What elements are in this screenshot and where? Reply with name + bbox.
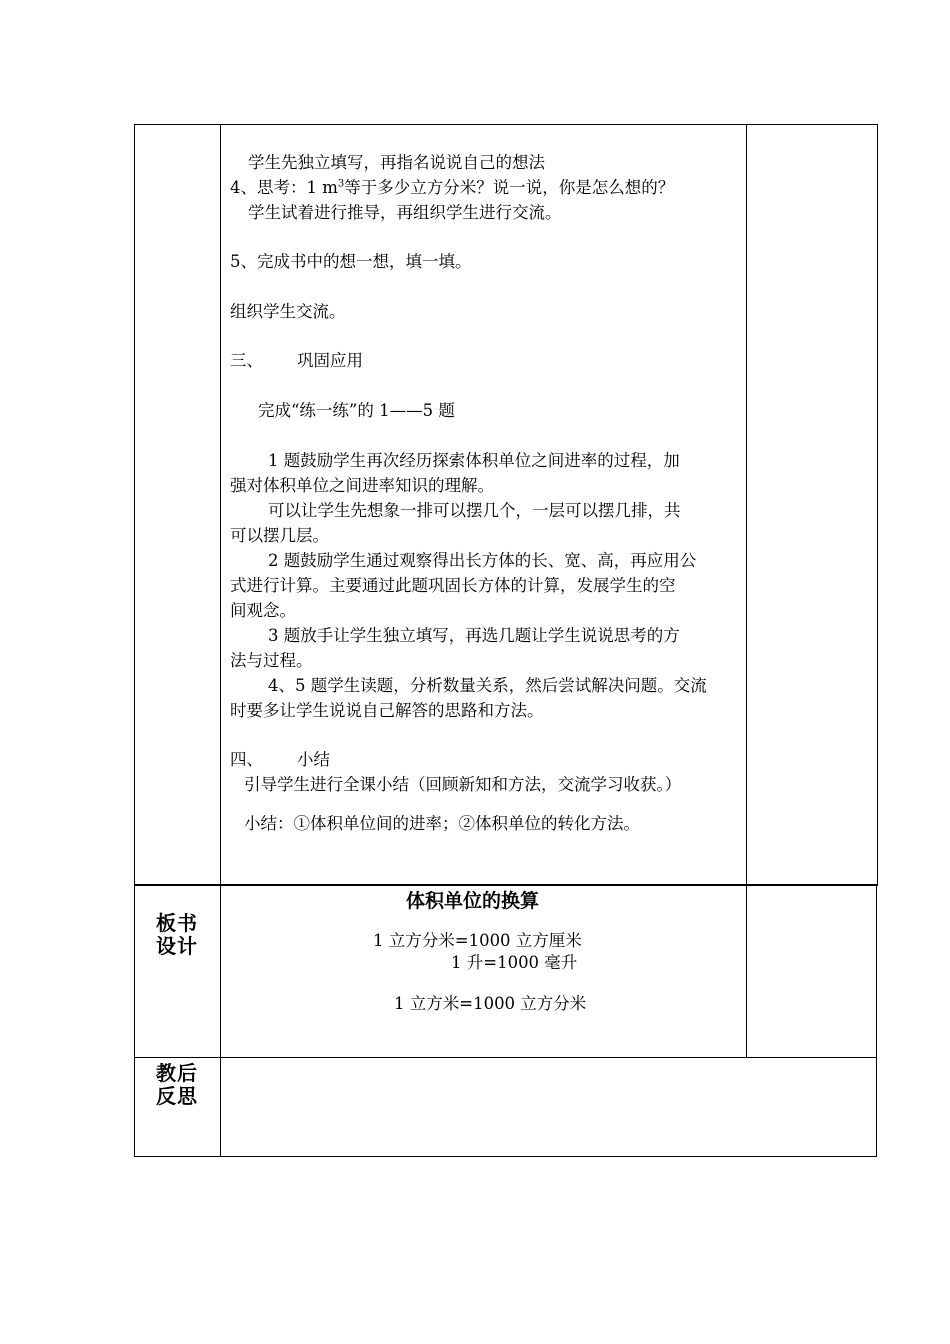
content-line: 小结：①体积单位间的进率；②体积单位的转化方法。	[244, 814, 640, 833]
content-line: 学生先独立填写，再指名说说自己的想法	[248, 153, 545, 172]
section-title: 巩固应用	[297, 351, 363, 370]
content-line: 可以让学生先想象一排可以摆几个，一层可以摆几排，共	[268, 501, 681, 520]
section-title: 小结	[297, 750, 330, 769]
section-number: 三、	[230, 351, 263, 370]
content-line: 组织学生交流。	[230, 302, 346, 321]
board-line: 1 立方米=1000 立方分米	[394, 994, 587, 1013]
content-line: 法与过程。	[230, 651, 313, 670]
content-line: 5、完成书中的想一想，填一填。	[230, 252, 472, 271]
superscript: 3	[337, 178, 345, 190]
content-line: 学生试着进行推导，再组织学生进行交流。	[248, 203, 562, 222]
content-text: 等于多少立方分米？说一说，你是怎么想的？	[344, 178, 675, 197]
section-number: 四、	[230, 750, 263, 769]
board-label	[156, 912, 198, 958]
content-line: 完成“练一练”的 1——5 题	[258, 401, 455, 420]
board-label-line: 设计	[156, 934, 198, 958]
board-line: 1 升=1000 毫升	[451, 953, 578, 972]
content-line: 可以摆几层。	[230, 526, 329, 545]
left-border	[134, 124, 135, 1157]
content-line: 引导学生进行全课小结（回顾新知和方法，交流学习收获。）	[244, 775, 682, 794]
board-label-line: 板书	[156, 911, 198, 935]
content-line: 2 题鼓励学生通过观察得出长方体的长、宽、高，再应用公	[268, 551, 697, 570]
right-border-lower	[876, 886, 877, 1157]
content-line: 式进行计算。主要通过此题巩固长方体的计算，发展学生的空	[230, 576, 676, 595]
row-divider-reflection	[134, 1057, 877, 1058]
content-line: 1 题鼓励学生再次经历探索体积单位之间进率的过程，加	[268, 451, 680, 470]
content-line	[230, 176, 674, 200]
label-column-divider	[220, 124, 221, 1157]
content-line: 间观念。	[230, 601, 296, 620]
board-line: 1 立方分米=1000 立方厘米	[373, 931, 582, 950]
top-border	[134, 124, 878, 125]
board-title: 体积单位的换算	[406, 890, 540, 912]
content-line: 强对体积单位之间进率知识的理解。	[230, 476, 494, 495]
content-line: 3 题放手让学生独立填写，再选几题让学生说说思考的方	[268, 626, 680, 645]
content-line: 时要多让学生说说自己解答的思路和方法。	[230, 701, 544, 720]
reflection-label-line: 教后	[156, 1061, 198, 1085]
right-border-upper	[877, 124, 878, 885]
content-text: 4、思考：1 m	[230, 178, 338, 197]
reflection-label-line: 反思	[156, 1084, 198, 1108]
content-line: 4、5 题学生读题，分析数量关系，然后尝试解决问题。交流	[268, 676, 707, 695]
notes-column-divider-upper	[746, 124, 747, 885]
reflection-label	[156, 1062, 198, 1108]
bottom-border	[134, 1156, 877, 1157]
notes-column-divider-board	[746, 886, 747, 1058]
